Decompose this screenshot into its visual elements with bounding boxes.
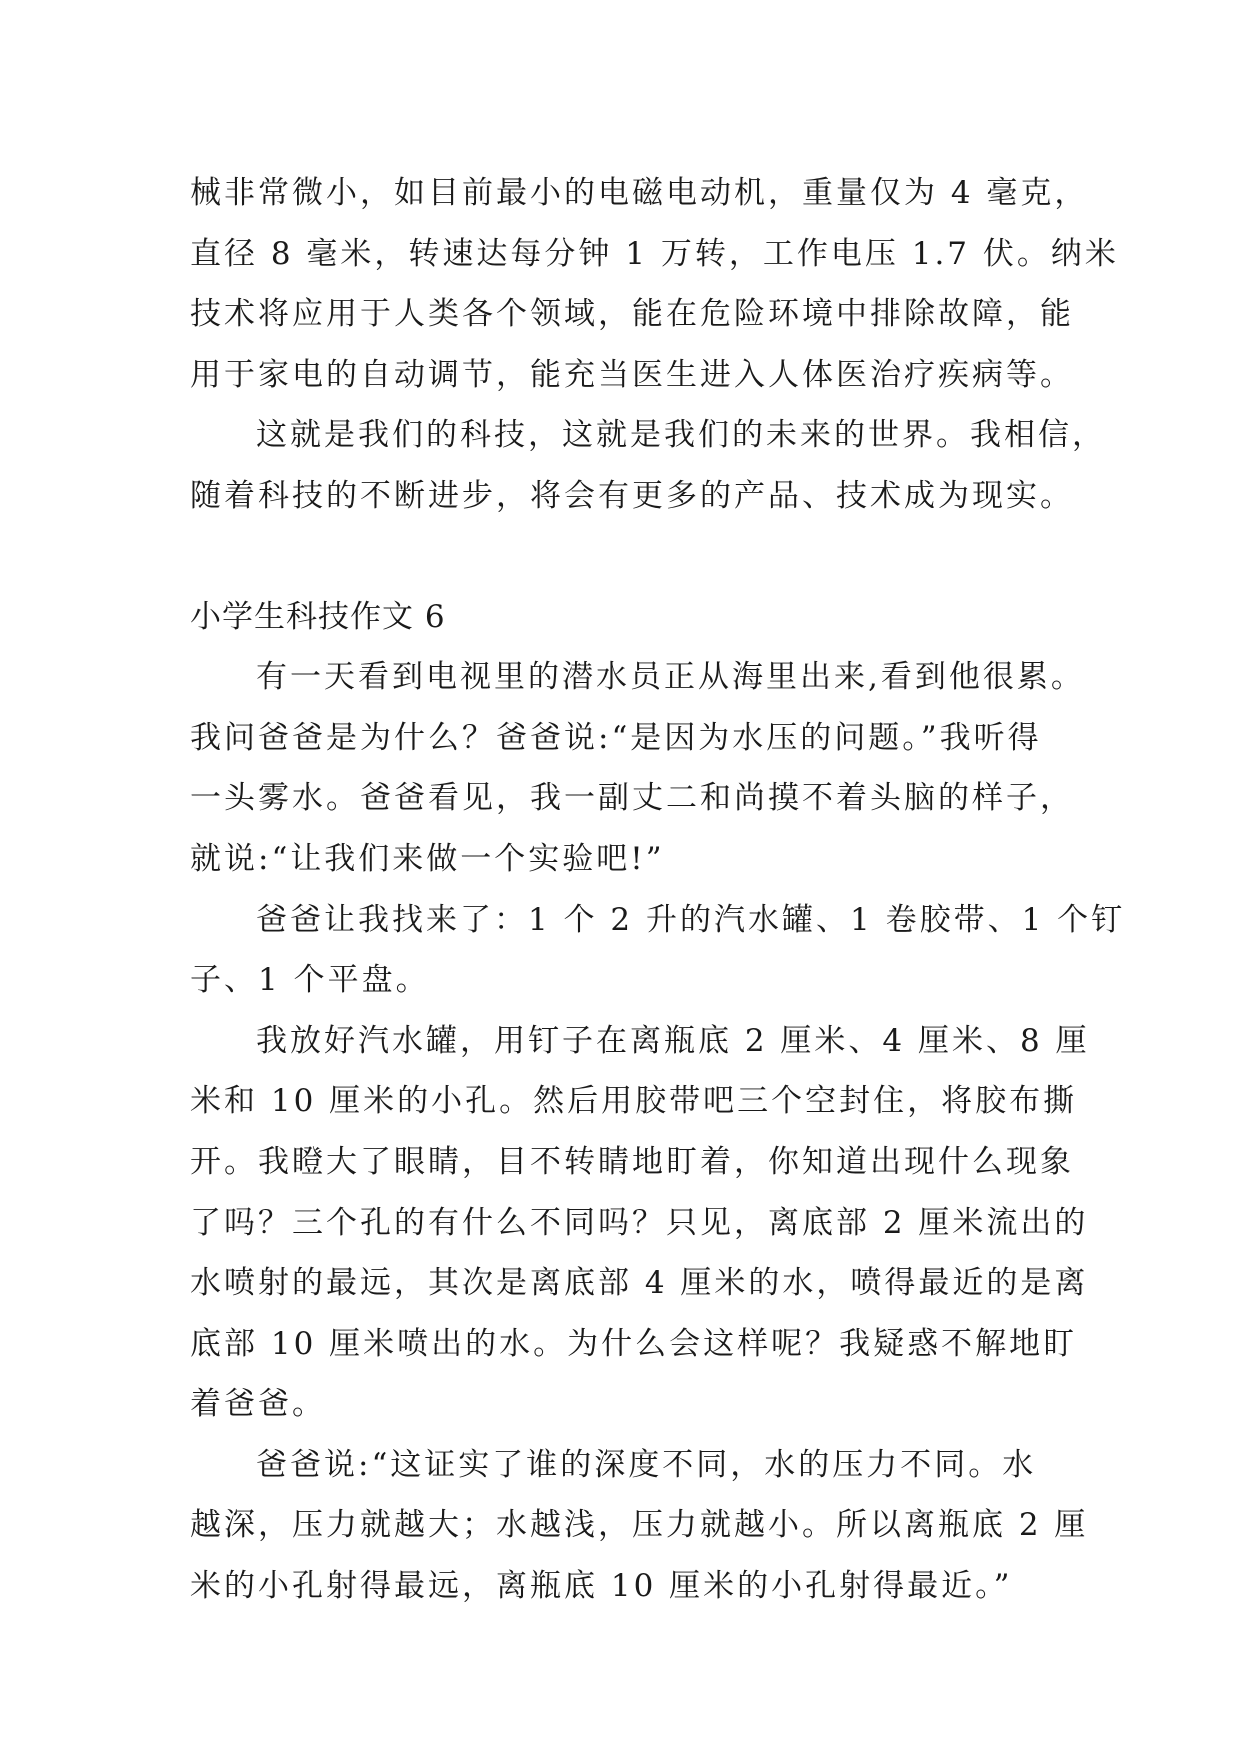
paragraph-line: 我问爸爸是为什么？爸爸说:“是因为水压的问题。”我听得: [190, 719, 1042, 756]
paragraph-line: 随着科技的不断进步，将会有更多的产品、技术成为现实。: [190, 477, 1074, 514]
paragraph-line: 我放好汽水罐，用钉子在离瓶底 2 厘米、4 厘米、8 厘: [256, 1022, 1090, 1059]
paragraph-line: 用于家电的自动调节，能充当医生进入人体医治疗疾病等。: [190, 356, 1074, 393]
paragraph-line: 越深，压力就越大；水越浅，压力就越小。所以离瓶底 2 厘: [190, 1507, 1089, 1544]
paragraph-line: 就说:“让我们来做一个实验吧!”: [190, 840, 665, 877]
paragraph-line: 底部 10 厘米喷出的水。为什么会这样呢？我疑惑不解地盯: [190, 1325, 1078, 1362]
paragraph-line: 技术将应用于人类各个领域，能在危险环境中排除故障，能: [190, 296, 1074, 333]
page-content: [190, 163, 1126, 1617]
paragraph-line: 子、1 个平盘。: [190, 962, 430, 999]
section-gap: [190, 527, 1065, 587]
paragraph-line: 着爸爸。: [190, 1386, 326, 1423]
paragraph-line: 爸爸让我找来了：1 个 2 升的汽水罐、1 卷胶带、1 个钉: [256, 901, 1126, 938]
paragraph-line: 有一天看到电视里的潜水员正从海里出来,看到他很累。: [256, 659, 1085, 696]
paragraph-line: 水喷射的最远，其次是离底部 4 厘米的水，喷得最近的是离: [190, 1265, 1089, 1302]
paragraph-line: 直径 8 毫米，转速达每分钟 1 万转，工作电压 1.7 伏。纳米: [190, 235, 1119, 272]
essay-title: 小学生科技作文 6: [190, 598, 446, 635]
paragraph-line: 一头雾水。爸爸看见，我一副丈二和尚摸不着头脑的样子，: [190, 780, 1074, 817]
paragraph-line: 了吗？三个孔的有什么不同吗？只见，离底部 2 厘米流出的: [190, 1204, 1089, 1241]
paragraph-line: 爸爸说:“这证实了谁的深度不同，水的压力不同。水: [256, 1446, 1037, 1483]
paragraph-line: 米的小孔射得最远，离瓶底 10 厘米的小孔射得最近。”: [190, 1568, 1013, 1605]
paragraph-line: 开。我瞪大了眼睛，目不转睛地盯着，你知道出现什么现象: [190, 1143, 1074, 1180]
paragraph-line: 械非常微小，如目前最小的电磁电动机，重量仅为 4 毫克，: [190, 175, 1089, 211]
paragraph-line: 这就是我们的科技，这就是我们的未来的世界。我相信，: [256, 417, 1106, 454]
paragraph-line: 米和 10 厘米的小孔。然后用胶带吧三个空封住，将胶布撕: [190, 1083, 1078, 1120]
